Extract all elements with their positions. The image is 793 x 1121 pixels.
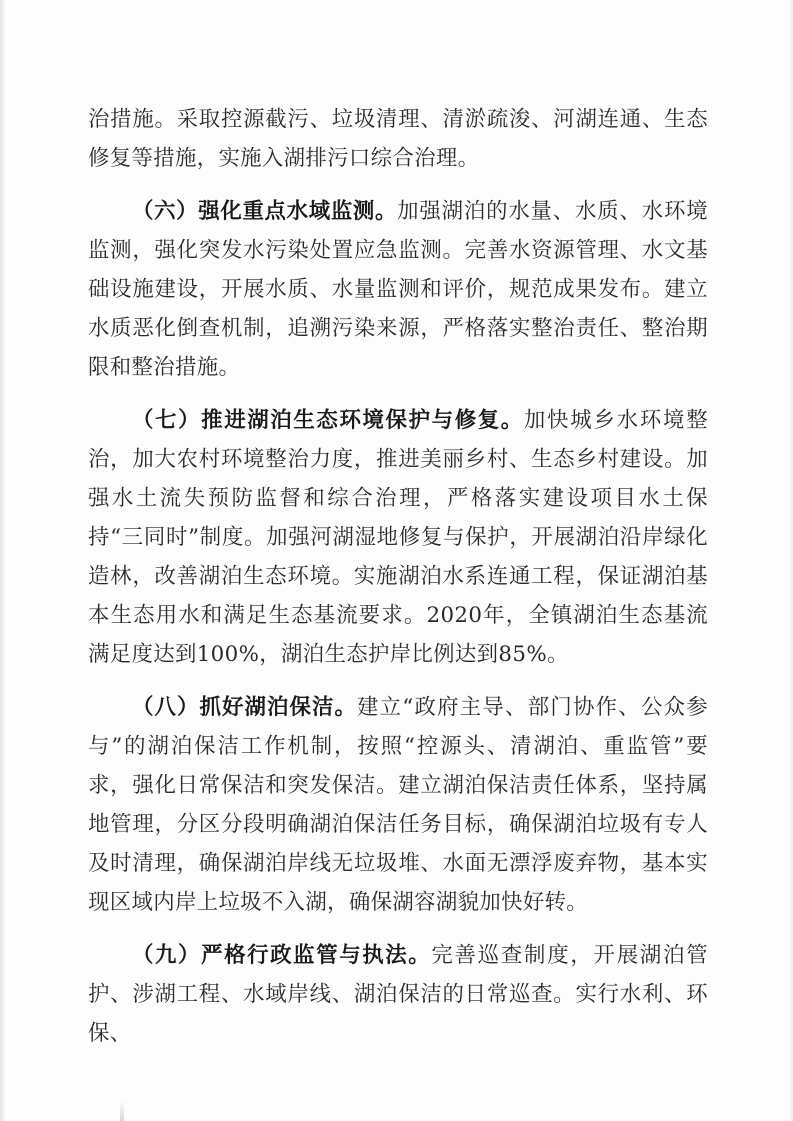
paragraph-section-9 (88, 936, 708, 1053)
paragraph-heading: （九）严格行政监管与执法。 (132, 943, 432, 968)
paragraph-section-7 (88, 401, 708, 674)
paragraph-text: 完善巡查制度，开展湖泊管护、涉湖工程、水域岸线、湖泊保洁的日常巡查。实行水利、环保、 (88, 943, 708, 1046)
paragraph-heading: （六）强化重点水域监测。 (132, 199, 398, 224)
paragraph-section-6 (88, 192, 708, 387)
paragraph-text: 治措施。采取控源截污、垃圾清理、清淤疏浚、河湖连通、生态修复等措施，实施入湖排污口综合治理。 (88, 107, 708, 171)
paragraph-text: 建立“政府主导、部门协作、公众参与”的湖泊保洁工作机制，按照“控源头、清湖泊、重监管”要求，强化日常保洁和突发保洁。建立湖泊保洁责任体系，坚持属地管理，分区分段明确湖泊保洁任务目标，确保湖泊垃圾有专人及时清理，确保湖泊岸线无垃圾堆、水面无漂浮废弃物，基本实现区域内岸上垃圾不入湖，确保湖容湖貌加快好转。 (88, 695, 708, 915)
paragraph-text: 加快城乡水环境整治，加大农村环境整治力度，推进美丽乡村、生态乡村建设。加强水土流失预防监督和综合治理，严格落实建设项目水土保持“三同时”制度。加强河湖湿地修复与保护，开展湖泊沿岸绿化造林，改善湖泊生态环境。实施湖泊水系连通工程，保证湖泊基本生态用水和满足生态基流要求。2020年，全镇湖泊生态基流满足度达到100%，湖泊生态护岸比例达到85%。 (88, 408, 708, 667)
paragraph-intro (88, 100, 708, 178)
document-body (88, 100, 708, 1053)
paragraph-heading: （八）抓好湖泊保洁。 (132, 695, 357, 720)
scan-left-edge (0, 0, 6, 1121)
scan-artifact (120, 1101, 124, 1121)
paragraph-section-8 (88, 688, 708, 922)
scan-right-edge (789, 0, 793, 1121)
paragraph-heading: （七）推进湖泊生态环境保护与修复。 (132, 408, 524, 433)
paragraph-text: 加强湖泊的水量、水质、水环境监测，强化突发水污染处置应急监测。完善水资源管理、水文基础设施建设，开展水质、水量监测和评价，规范成果发布。建立水质恶化倒查机制，追溯污染来源，严格落实整治责任、整治期限和整治措施。 (88, 199, 708, 380)
